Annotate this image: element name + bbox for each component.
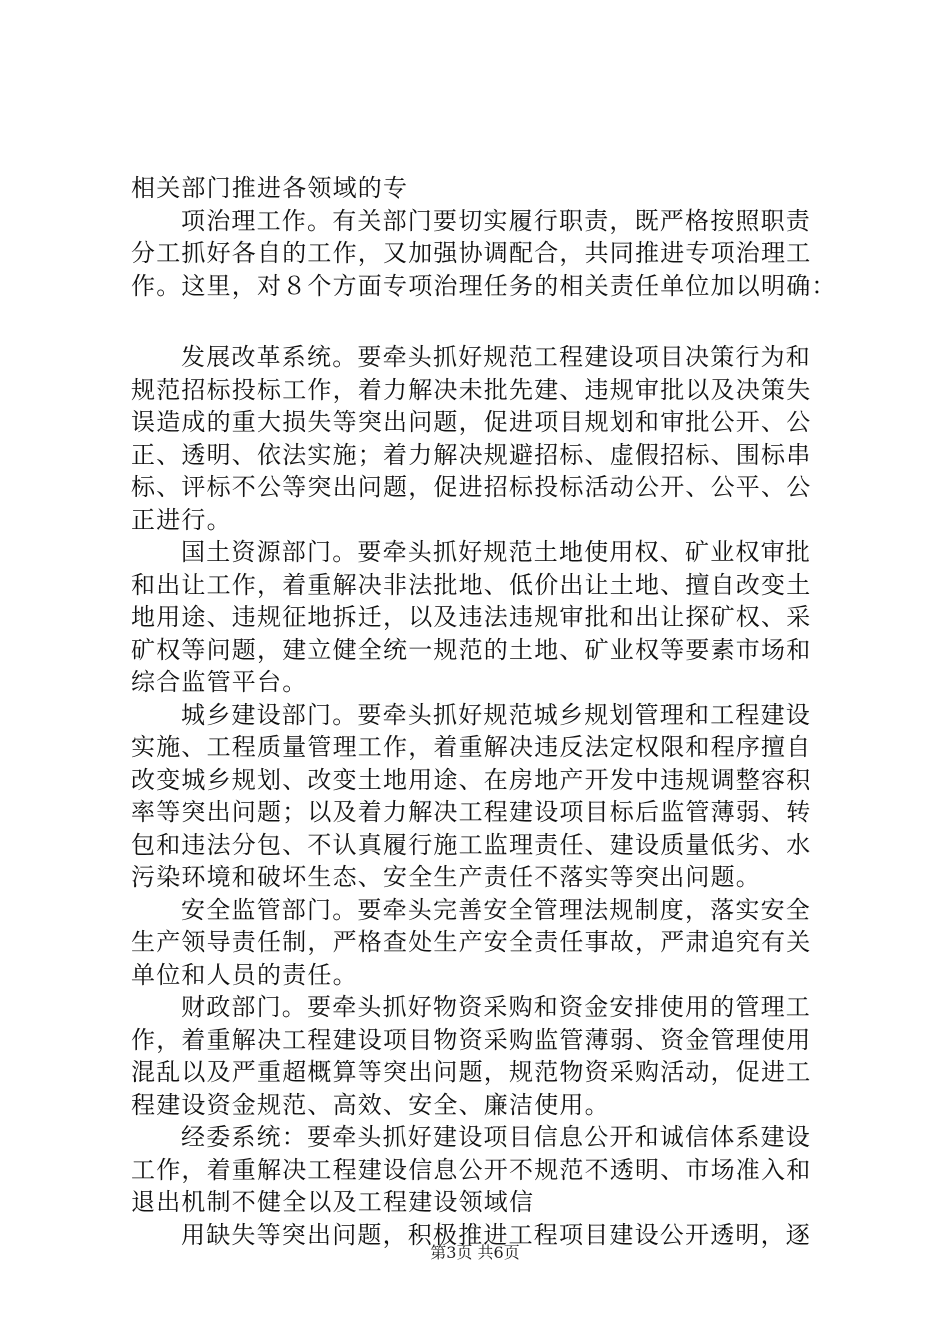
text-line: 作，着重解决工程建设项目物资采购监管薄弱、资金管理使用 (131, 1025, 812, 1054)
text-line: 正、透明、依法实施；着力解决规避招标、虚假招标、围标串 (131, 440, 812, 469)
text-line: 经委系统：要牵头抓好建设项目信息公开和诚信体系建设 (181, 1123, 811, 1151)
body-text (131, 172, 837, 1251)
text-line: 包和违法分包、不认真履行施工监理责任、建设质量低劣、水 (131, 830, 812, 859)
text-line: 安全监管部门。要牵头完善安全管理法规制度，落实安全 (181, 895, 811, 924)
text-line: 地用途、违规征地拆迁，以及违法违规审批和出让探矿权、采 (131, 603, 812, 631)
text-line: 退出机制不健全以及工程建设领域信 (131, 1188, 535, 1216)
text-line: 混乱以及严重超概算等突出问题，规范物资采购活动，促进工 (131, 1058, 812, 1086)
text-line: 改变城乡规划、改变土地用途、在房地产开发中违规调整容积 (131, 765, 812, 794)
text-line: 和出让工作，着重解决非法批地、低价出让土地、擅自改变土 (131, 570, 812, 599)
text-line: 国土资源部门。要牵头抓好规范土地使用权、矿业权审批 (181, 538, 811, 566)
text-line: 工作，着重解决工程建设信息公开不规范不透明、市场准入和 (131, 1155, 812, 1184)
text-line: 用缺失等突出问题，积极推进工程项目建设公开透明，逐 (181, 1220, 811, 1249)
text-line: 相关部门推进各领域的专 (131, 174, 409, 202)
text-line: 发展改革系统。要牵头抓好规范工程建设项目决策行为和 (181, 343, 811, 371)
text-line: 综合监管平台。 (131, 668, 308, 696)
text-line: 生产领导责任制，严格查处生产安全责任事故，严肃追究有关 (131, 928, 812, 956)
page-number-footer: 第3页 共6页 (430, 1243, 520, 1262)
text-line: 正进行。 (131, 505, 232, 534)
text-line: 单位和人员的责任。 (131, 960, 358, 989)
text-line: 分工抓好各自的工作，又加强协调配合，共同推进专项治理工 (131, 239, 812, 267)
text-line: 程建设资金规范、高效、安全、廉洁使用。 (131, 1090, 610, 1119)
text-line: 财政部门。要牵头抓好物资采购和资金安排使用的管理工 (181, 993, 811, 1021)
text-line: 污染环境和破坏生态、安全生产责任不落实等突出问题。 (131, 863, 761, 891)
paragraph-gap (131, 302, 831, 341)
text-line: 城乡建设部门。要牵头抓好规范城乡规划管理和工程建设 (181, 700, 811, 729)
text-line: 规范招标投标工作，着力解决未批先建、违规审批以及决策失 (131, 375, 812, 404)
text-line: 实施、工程质量管理工作，着重解决违反法定权限和程序擅自 (131, 733, 812, 761)
text-line: 误造成的重大损失等突出问题，促进项目规划和审批公开、公 (131, 408, 812, 436)
text-line: 标、评标不公等突出问题，促进招标投标活动公开、公平、公 (131, 473, 812, 501)
text-line: 作。这里，对８个方面专项治理任务的相关责任单位加以明确： (131, 271, 837, 300)
text-line: 项治理工作。有关部门要切实履行职责，既严格按照职责 (181, 206, 811, 235)
text-line: 率等突出问题；以及着力解决工程建设项目标后监管薄弱、转 (131, 798, 812, 826)
text-line: 矿权等问题，建立健全统一规范的土地、矿业权等要素市场和 (131, 635, 812, 664)
